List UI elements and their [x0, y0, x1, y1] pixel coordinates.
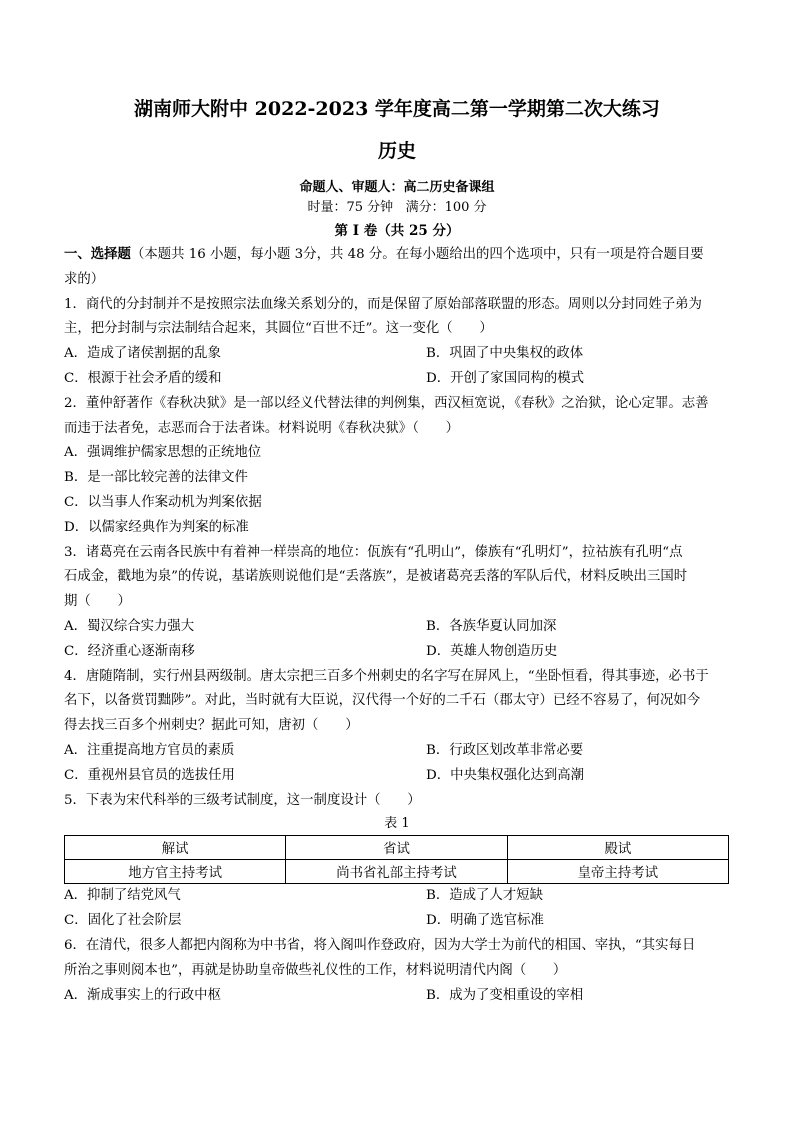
option-d: D．英雄人物创造历史: [426, 643, 558, 659]
time-score-line: [64, 198, 730, 218]
question-stem: 6．在清代，很多人都把内阁称为中书省，将入阁叫作登政府，因为大学士为前代的相国、宰执，“其实每日: [64, 937, 696, 953]
volume-heading: 第 I 卷（共 25 分）: [334, 223, 460, 239]
option-b: B．成为了变相重设的宰相: [426, 987, 584, 1003]
option-c: C．重视州县官员的选拔任用: [64, 767, 235, 783]
option-a: A．抑制了结党风气: [64, 888, 181, 904]
table-row: [65, 860, 729, 884]
table-cell: 皇帝主持考试: [507, 860, 728, 884]
option-c: C．以当事人作案动机为判案依据: [64, 494, 262, 510]
option-a: A．蜀汉综合实力强大: [64, 618, 195, 634]
question-stem: 得去找三百多个州刺史？据此可知，唐初（ ）: [64, 718, 359, 734]
option-b: B．造成了人才短缺: [426, 888, 543, 904]
option-b: B．各族华夏认同加深: [426, 618, 557, 634]
option-d: D．开创了家国同构的模式: [426, 370, 585, 386]
question-stem: 主，把分封制与宗法制结合起来，其圆位“百世不迁”。这一变化（ ）: [64, 321, 493, 337]
option-a: A．强调维护儒家思想的正统地位: [64, 445, 262, 461]
question-stem: 1．商代的分封制并不是按照宗法血缘关系划分的，而是保留了原始部落联盟的形态。周则以分封同姓子弟为: [64, 296, 702, 312]
question-3: [64, 541, 730, 665]
question-stem: 3．诸葛亮在云南各民族中有着神一样崇高的地位：佤族有“孔明山”，傣族有“孔明灯”，拉祜族有孔明“点: [64, 544, 683, 560]
option-d: D．以儒家经典作为判案的标准: [64, 519, 249, 535]
table-caption: 表 1: [384, 816, 410, 832]
option-a: A．注重提高地方官员的素质: [64, 742, 235, 758]
option-d: D．中央集权强化达到高潮: [426, 767, 585, 783]
question-stem: 名下，以备赏罚黜陟”。对此，当时就有大臣说，汉代得一个好的二千石（郡太守）已经不容易了，何况如今: [64, 693, 701, 709]
option-c: C．根源于社会矛盾的缓和: [64, 370, 222, 386]
question-stem: 石成金，戳地为泉”的传说，基诺族则说他们是“丢落族”，是被诸葛亮丢落的军队后代，材料反映出三国时: [64, 569, 688, 585]
question-stem: 5．下表为宋代科举的三级考试制度，这一制度设计（ ）: [64, 792, 421, 808]
section-instructions: 一、选择题（本题共 16 小题，每小题 3分，共 48 分。在每小题给出的四个选项中，只有一项是符合题目要: [64, 246, 704, 262]
question-6: [64, 934, 730, 1008]
question-stem: 2．董仲舒著作《春秋决狱》是一部以经义代替法律的判例集，西汉桓宽说，《春秋》之治狱，论心定罪。志善: [64, 395, 709, 411]
option-b: B．是一部比较完善的法律文件: [64, 470, 248, 486]
question-stem: 而违于法者免，志恶而合于法者诛。材料说明《春秋决狱》（ ）: [64, 420, 460, 436]
question-5: [64, 789, 730, 934]
exam-levels-table: [64, 835, 729, 884]
exam-page: [64, 96, 730, 1008]
table-header-row: [65, 836, 729, 860]
table-header-cell: 解试: [65, 836, 286, 860]
authors-line: 命题人、审题人：高二历史备课组: [299, 180, 495, 195]
section-instructions-cont: 求的）: [64, 271, 105, 287]
option-b: B．巩固了中央集权的政体: [426, 346, 584, 362]
question-stem: 所治之事则阅本也”，再就是协助皇帝做些礼仪性的工作，材料说明清代内阁（ ）: [64, 962, 567, 978]
question-1: [64, 293, 730, 392]
subject-title: 历史: [377, 140, 416, 162]
full-score: 满分：100 分: [405, 200, 487, 215]
table-header-cell: 殿试: [507, 836, 728, 860]
section-heading: 一、选择题: [64, 246, 131, 262]
option-a: A．造成了诸侯割据的乱象: [64, 346, 221, 362]
question-stem: 4．唐随隋制，实行州县两级制。唐太宗把三百多个州刺史的名字写在屏风上，“坐卧恒看，得其事迹，必书于: [64, 668, 709, 684]
time-limit: 时量：75 分钟: [307, 200, 394, 215]
table-header-cell: 省试: [286, 836, 507, 860]
question-4: [64, 665, 730, 789]
question-stem: 期（ ）: [64, 594, 131, 610]
table-cell: 尚书省礼部主持考试: [286, 860, 507, 884]
question-2: [64, 392, 730, 541]
table-cell: 地方官主持考试: [65, 860, 286, 884]
option-a: A．渐成事实上的行政中枢: [64, 987, 221, 1003]
exam-title: 湖南师大附中 2022-2023 学年度高二第一学期第二次大练习: [134, 98, 660, 120]
option-b: B．行政区划改革非常必要: [426, 742, 584, 758]
option-c: C．固化了社会阶层: [64, 913, 182, 929]
option-c: C．经济重心逐渐南移: [64, 643, 195, 659]
option-d: D．明确了选官标准: [426, 913, 544, 929]
